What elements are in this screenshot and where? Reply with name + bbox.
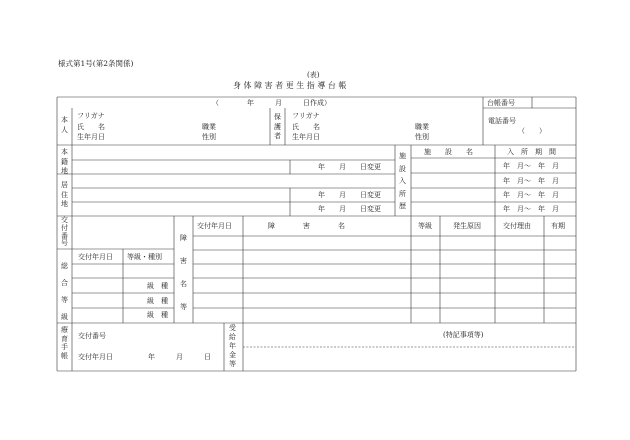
shisetsu-label: 施設入所歴 xyxy=(399,152,406,210)
form-number: 様式第1号(第2条関係) xyxy=(58,59,134,68)
kyojuchi-change-date-1: 年 月 日変更 xyxy=(318,191,381,199)
kofu-number-label: 交付番号 xyxy=(61,216,68,248)
person-sex: 性別 xyxy=(202,133,216,141)
honseki-label: 本籍地 xyxy=(61,148,68,175)
shogai-label: 障害名等 xyxy=(180,234,187,311)
date-created: （ 年 月 日作成） xyxy=(212,99,331,107)
honseki-change-date: 年 月 日変更 xyxy=(318,163,381,171)
kyojuchi-label: 居住地 xyxy=(61,181,68,208)
daicho-number-label: 台帳番号 xyxy=(487,99,515,107)
guardian-furigana: フリガナ xyxy=(292,112,320,120)
sogo-grade-kind-2: 級 種 xyxy=(147,297,168,305)
guardian-sex: 性別 xyxy=(415,133,429,141)
side-label: (表) xyxy=(307,71,320,79)
shisetsu-period-1: 年 月〜 年 月 xyxy=(503,162,559,170)
reason-header: 交付理由 xyxy=(503,222,531,230)
kyojuchi-change-date-2: 年 月 日変更 xyxy=(318,205,381,213)
shisetsu-period-3: 年 月〜 年 月 xyxy=(503,191,559,199)
shisetsu-name-header: 施 設 名 xyxy=(424,148,473,156)
guardian-birth: 生年月日 xyxy=(292,133,320,141)
person-section-label: 本人 xyxy=(61,116,68,134)
pension-label: 受給年金等 xyxy=(229,324,236,368)
ryoiku-number: 交付番号 xyxy=(78,332,106,340)
shisetsu-period-4: 年 月〜 年 月 xyxy=(503,205,559,213)
grade-header: 等級 xyxy=(418,222,432,230)
person-birth: 生年月日 xyxy=(77,133,105,141)
sogo-date-header: 交付年月日 xyxy=(78,253,113,261)
guardian-section-label: 保護者 xyxy=(274,113,281,140)
shisetsu-period-2: 年 月〜 年 月 xyxy=(503,177,559,185)
ryoiku-label: 療育手帳 xyxy=(61,326,68,360)
sogo-grade-kind-3: 級 種 xyxy=(147,311,168,319)
kofu-date-header: 交付年月日 xyxy=(197,222,232,230)
notes-label: (特記事項等) xyxy=(443,331,484,339)
person-furigana: フリガナ xyxy=(77,112,105,120)
ryoiku-date: 交付年月日 年 月 日 xyxy=(78,353,211,361)
guardian-name: 氏 名 xyxy=(292,123,320,131)
cause-header: 発生原因 xyxy=(453,222,481,230)
phone-paren: （ ） xyxy=(518,127,546,135)
form-title: 身 体 障 害 者 更 生 指 導 台 帳 xyxy=(233,81,347,90)
person-job: 職業 xyxy=(202,123,216,131)
sogo-grade-kind-1: 級 種 xyxy=(147,282,168,290)
sogo-grade-header: 等級・種別 xyxy=(127,253,162,261)
valid-header: 有期 xyxy=(551,222,565,230)
person-name: 氏 名 xyxy=(77,123,105,131)
shogai-name-header: 障 害 名 xyxy=(268,222,345,230)
phone-label: 電話番号 xyxy=(488,117,516,125)
sogo-grade-label: 総合等級 xyxy=(61,262,68,321)
shisetsu-period-header: 入 所 期 間 xyxy=(507,148,556,156)
guardian-job: 職業 xyxy=(415,123,429,131)
